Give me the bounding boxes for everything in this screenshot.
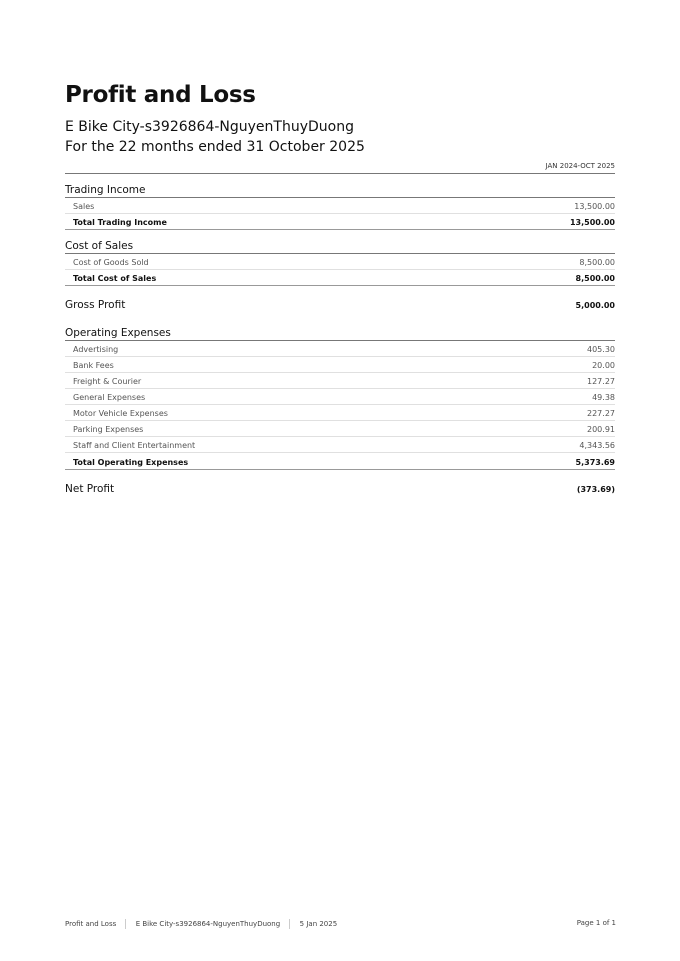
section-title-operating-expenses: Operating Expenses [65,327,615,341]
row-amount: 200.91 [587,425,615,434]
row-label: Staff and Client Entertainment [73,441,196,450]
row-amount: 49.38 [592,393,615,402]
footer-report-name: Profit and Loss [65,920,117,928]
row-label: Motor Vehicle Expenses [73,409,168,418]
row-amount: 405.30 [587,345,615,354]
total-label: Total Operating Expenses [73,458,189,467]
row-label: Parking Expenses [73,425,144,434]
row-label: Sales [73,202,95,211]
row-amount: 13,500.00 [574,202,615,211]
total-amount: 13,500.00 [569,218,615,227]
table-row [65,405,615,421]
gross-profit-label: Gross Profit [65,299,126,311]
table-row [65,341,615,357]
table-row [65,357,615,373]
column-header: JAN 2024-OCT 2025 [545,162,615,170]
total-amount: 8,500.00 [575,274,615,283]
table-row [65,254,615,270]
net-profit-label: Net Profit [65,483,115,495]
organisation-name: E Bike City-s3926864-NguyenThuyDuong [65,119,354,135]
net-profit-amount: (373.69) [576,485,615,494]
section-title-trading-income: Trading Income [65,184,615,198]
row-amount: 227.27 [587,409,615,418]
footer-separator [125,919,126,929]
footer-date: 5 Jan 2025 [299,920,338,928]
footer-organisation: E Bike City-s3926864-NguyenThuyDuong [135,920,281,928]
row-amount: 4,343.56 [579,441,615,450]
row-amount: 8,500.00 [579,258,615,267]
report-title: Profit and Loss [65,82,256,108]
table-row [65,389,615,405]
row-amount: 20.00 [592,361,615,370]
table-row [65,437,615,453]
row-label: Cost of Goods Sold [73,258,149,267]
table-row [65,373,615,389]
total-amount: 5,373.69 [575,458,615,467]
header-divider [65,173,615,174]
row-label: Advertising [73,345,119,354]
row-amount: 127.27 [587,377,615,386]
table-row [65,198,615,214]
row-label: General Expenses [73,393,146,402]
gross-profit-amount: 5,000.00 [575,301,615,310]
footer-separator [289,919,290,929]
total-label: Total Trading Income [73,218,167,227]
table-row [65,421,615,437]
total-label: Total Cost of Sales [73,274,157,283]
total-row-cost-of-sales [65,270,615,286]
total-row-trading-income [65,214,615,230]
total-row-operating-expenses [65,454,615,470]
page-footer [65,919,337,929]
row-label: Freight & Courier [73,377,142,386]
row-label: Bank Fees [73,361,114,370]
section-title-cost-of-sales: Cost of Sales [65,240,615,254]
report-period: For the 22 months ended 31 October 2025 [65,139,365,155]
page-number: Page 1 of 1 [576,919,616,927]
